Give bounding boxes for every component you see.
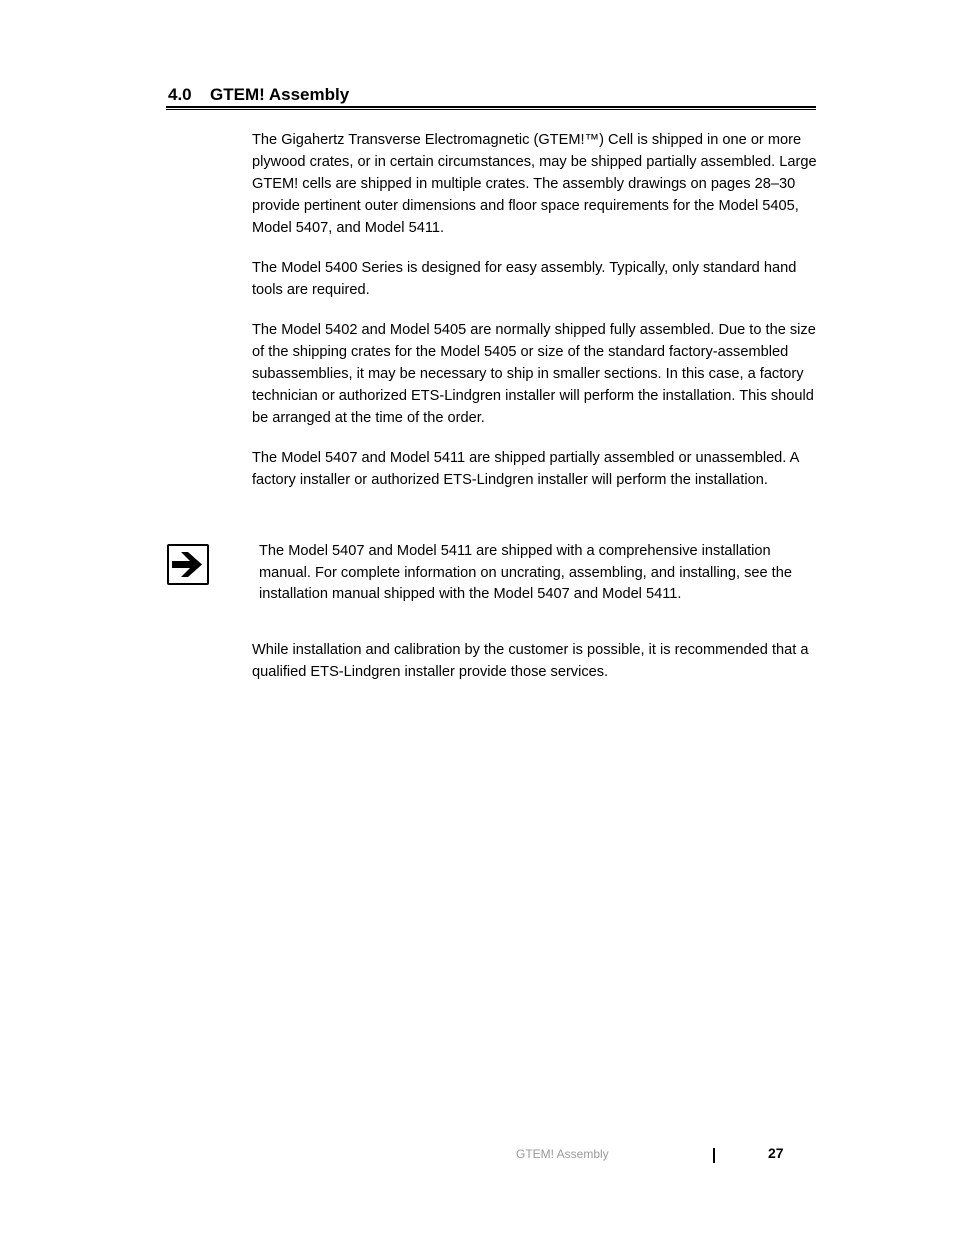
paragraph-5402-5405: The Model 5402 and Model 5405 are normally shipped fully assembled. Due to the size of the shipping crates for the Model 5405 or size of the standard factory-assembled subassemblies, it may be necessary to ship in smaller sections. In this case, a factory technician or authorized ETS-Lindgren installer will perform the installation. This should be arranged at the time of the order. [252, 322, 816, 426]
section-number: 4.0 [168, 85, 192, 104]
heading-rule-thick [166, 106, 816, 108]
section-heading [168, 84, 349, 106]
paragraph-closing: While installation and calibration by the customer is possible, it is recommended that a qualified ETS-Lindgren installer provide those services. [252, 642, 809, 680]
footer-divider [713, 1148, 715, 1163]
section-title: GTEM! Assembly [210, 85, 350, 104]
heading-rule-thin [166, 109, 816, 110]
paragraph-shipping-crates: The Gigahertz Transverse Electromagnetic (GTEM!™) Cell is shipped in one or more plywood crates, or in certain circumstances, may be shipped partially assembled. Large GTEM! cells are shipped in multiple crates. The assembly drawings on pages 28–30 provide pertinent outer dimensions and floor space requirements for the Model 5405, Model 5407, and Model 5411. [252, 132, 817, 236]
page-number: 27 [768, 1145, 784, 1161]
footer-title: GTEM! Assembly [516, 1147, 609, 1161]
right-arrow-icon [167, 544, 209, 585]
paragraph-5407-5411: The Model 5407 and Model 5411 are shipped partially assembled or unassembled. A factory installer or authorized ETS-Lindgren installer will perform the installation. [252, 450, 799, 488]
paragraph-easy-assembly: The Model 5400 Series is designed for easy assembly. Typically, only standard hand tools are required. [252, 260, 797, 298]
note-text: The Model 5407 and Model 5411 are shipped with a comprehensive installation manual. For complete information on uncrating, assembling, and installing, see the installation manual shipped with the Model 5407 and Model 5411. [259, 543, 792, 602]
